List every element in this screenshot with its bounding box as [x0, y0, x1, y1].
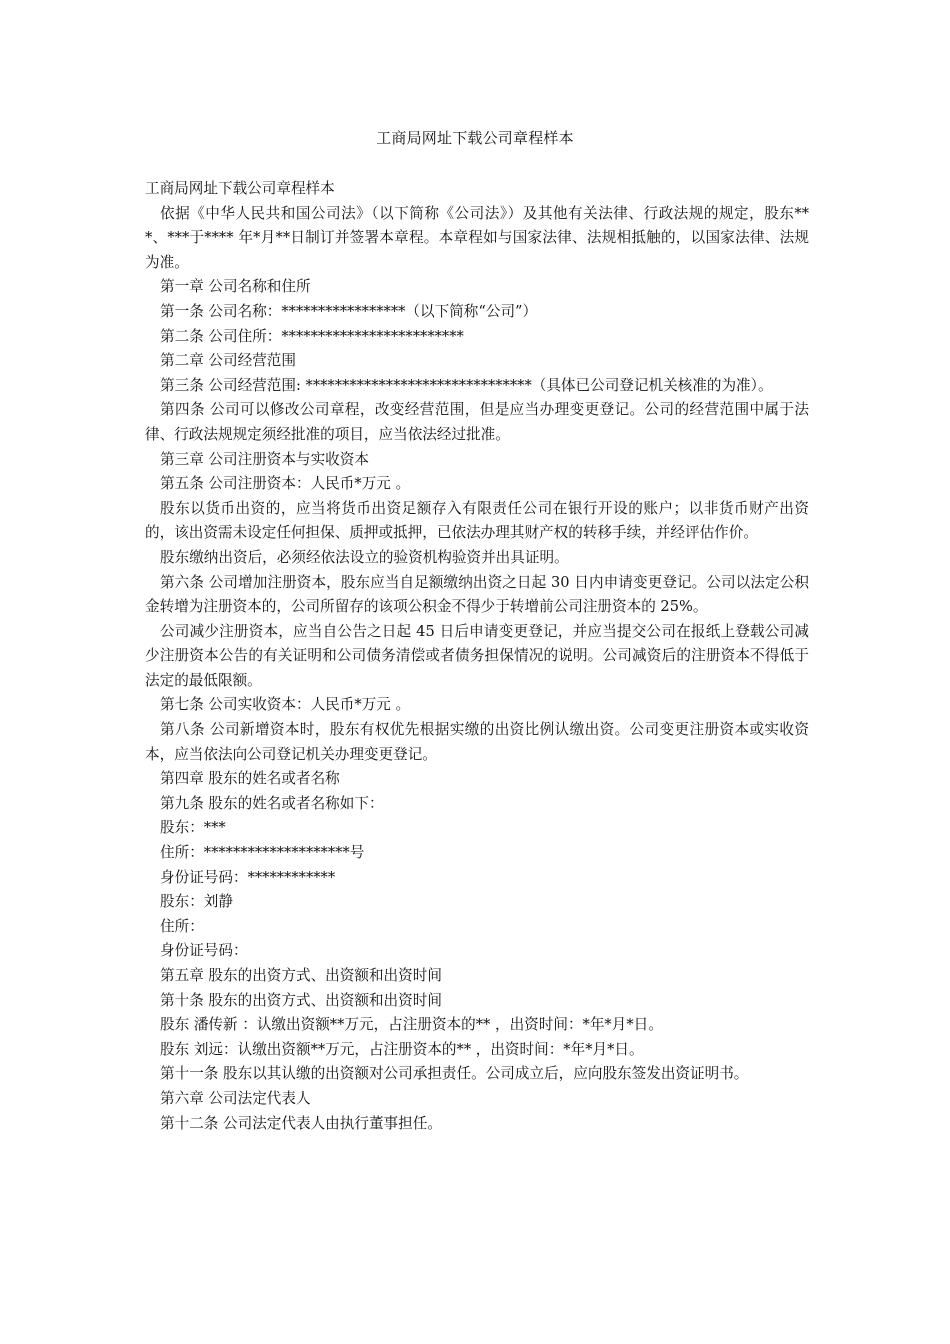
article-6-paragraph-2: 公司减少注册资本，应当自公告之日起 45 日后申请变更登记，并应当提交公司在报纸上登载公司减少注册资本公告的有关证明和公司债务清偿或者债务担保情况的说明。公司减资后的注册资本不得低于法定的最低限额。: [145, 622, 809, 689]
shareholder-1-id: 身份证号码：************: [160, 868, 336, 886]
shareholder-2-name: 股东：刘静: [160, 893, 233, 911]
article-10: 第十条 股东的出资方式、出资额和出资时间: [160, 991, 442, 1009]
article-1: 第一条 公司名称：*****************（以下简称“公司”）: [160, 302, 538, 320]
article-12: 第十二条 公司法定代表人由执行董事担任。: [160, 1114, 442, 1132]
article-3: 第三条 公司经营范围: *******************************（具体已公司登记机关核准的为准）。: [160, 376, 773, 394]
article-9: 第九条 股东的姓名或者名称如下：: [160, 794, 384, 812]
body-heading: 工商局网址下载公司章程样本: [145, 180, 335, 197]
document-title: 工商局网址下载公司章程样本: [376, 129, 574, 147]
chapter-5-heading: 第五章 股东的出资方式、出资额和出资时间: [160, 967, 442, 984]
chapter-1-heading: 第一章 公司名称和住所: [160, 278, 311, 296]
chapter-2-heading: 第二章 公司经营范围: [160, 352, 296, 370]
chapter-4-heading: 第四章 股东的姓名或者名称: [160, 770, 340, 788]
shareholder-2-address: 住所：: [160, 917, 204, 935]
chapter-3-heading: 第三章 公司注册资本与实收资本: [160, 450, 369, 468]
document-body: [145, 177, 809, 1136]
article-6: 第六条 公司增加注册资本，股东应当自足额缴纳出资之日起 30 日内申请变更登记。公司以法定公积金转增为注册资本的，公司所留存的该项公积金不得少于转增前公司注册资本的 25%。: [145, 573, 809, 616]
shareholder-2-id: 身份证号码：: [160, 942, 248, 960]
contribution-shareholder-1: 股东 潘传新 ：认缴出资额**万元，占注册资本的** ，出资时间：*年*月*日。: [160, 1016, 663, 1034]
article-2: 第二条 公司住所：*************************: [160, 327, 464, 345]
article-8: 第八条 公司新增资本时，股东有权优先根据实缴的出资比例认缴出资。公司变更注册资本或实收资本，应当依法向公司登记机关办理变更登记。: [145, 721, 809, 763]
shareholder-1-name: 股东：***: [160, 819, 226, 837]
chapter-6-heading: 第六章 公司法定代表人: [160, 1089, 311, 1107]
shareholder-1-address: 住所：********************号: [160, 844, 365, 862]
preamble-paragraph: 依据《中华人民共和国公司法》（以下简称《公司法》）及其他有关法律、行政法规的规定，股东***、***于**** 年*月**日制订并签署本章程。本章程如与国家法律、法规相抵触的，以国家法律、法规为准。: [145, 204, 809, 271]
article-5: 第五条 公司注册资本：人民币*万元 。: [160, 475, 411, 493]
article-5-paragraph-3: 股东缴纳出资后，必须经依法设立的验资机构验资并出具证明。: [160, 548, 569, 566]
article-11: 第十一条 股东以其认缴的出资额对公司承担责任。公司成立后，应向股东签发出资证明书。: [160, 1065, 749, 1083]
article-5-paragraph-2: 股东以货币出资的，应当将货币出资足额存入有限责任公司在银行开设的账户；以非货币财产出资的，该出资需未设定任何担保、质押或抵押，已依法办理其财产权的转移手续，并经评估作价。: [145, 499, 809, 542]
article-7: 第七条 公司实收资本：人民币*万元 。: [160, 696, 411, 714]
article-4: 第四条 公司可以修改公司章程，改变经营范围，但是应当办理变更登记。公司的经营范围中属于法律、行政法规规定须经批准的项目，应当依法经过批准。: [145, 401, 809, 443]
contribution-shareholder-2: 股东 刘远：认缴出资额**万元，占注册资本的** ，出资时间：*年*月*日。: [160, 1040, 644, 1058]
